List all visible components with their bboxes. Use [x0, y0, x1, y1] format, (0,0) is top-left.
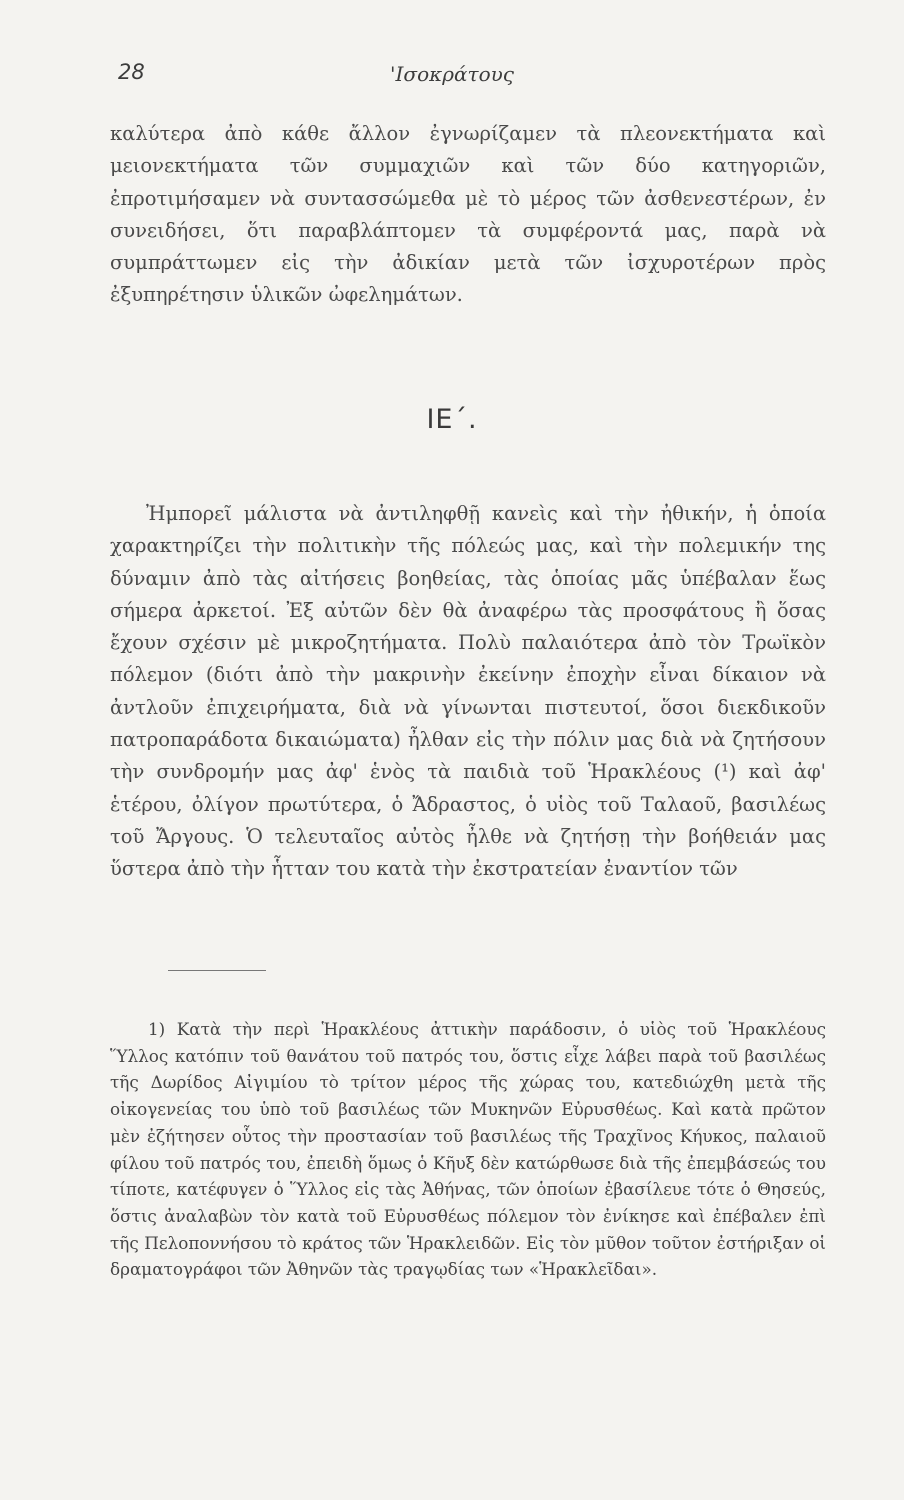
body-paragraph-2: Ἠμπορεῖ μάλιστα νὰ ἀντιληφθῇ κανεὶς καὶ τὴν ἠθικήν, ἡ ὁποία χαρακτηρίζει τὴν πολιτικὴν τῆς πόλεώς μας, καὶ τὴν πολεμικήν της δύναμιν ἀπὸ τὰς αἰτήσεις βοηθείας, τὰς ὁποίας μᾶς ὑπέβαλαν ἕως σήμερα ἀρκετοί. Ἐξ αὐτῶν δὲν θὰ ἀναφέρω τὰς προσφάτους ἢ ὅσας ἔχουν σχέσιν μὲ μικροζητήματα. Πολὺ παλαιότερα ἀπὸ τὸν Τρωϊκὸν πόλεμον (διότι ἀπὸ τὴν μακρινὴν ἐκείνην ἐποχὴν εἶναι δίκαιον νὰ ἀντλοῦν ἐπιχειρήματα, διὰ νὰ γίνωνται πιστευτοί, ὅσοι διεκδικοῦν πατροπαράδοτα δικαιώματα) ἦλθαν εἰς τὴν πόλιν μας διὰ νὰ ζητήσουν τὴν συνδρομήν μας ἀφ' ἑνὸς τὰ παιδιὰ τοῦ Ἡρακλέους (¹) καὶ ἀφ' ἑτέρου, ὀλίγον πρωτύτερα, ὁ Ἄδραστος, ὁ υἱὸς τοῦ Ταλαοῦ, βασιλέως τοῦ Ἄργους. Ὁ τελευταῖος αὐτὸς ἦλθε νὰ ζητήσῃ τὴν βοήθειάν μας ὕστερα ἀπὸ τὴν ἧτταν του κατὰ τὴν ἐκστρατείαν ἐναντίον τῶν [110, 502, 826, 881]
running-title: 'Ισοκράτους [390, 62, 514, 86]
footnote-1: 1) Κατὰ τὴν περὶ Ἡρακλέους ἀττικὴν παράδοσιν, ὁ υἱὸς τοῦ Ἡρακλέους Ὕλλος κατόπιν τοῦ θανάτου τοῦ πατρός του, ὅστις εἶχε λάβει παρὰ τοῦ βασιλέως τῆς Δωρίδος Αἰγιμίου τὸ τρίτον μέρος τῆς χώρας του, κατεδιώχθη μετὰ τῆς οἰκογενείας του ὑπὸ τοῦ βασιλέως τῶν Μυκηνῶν Εὐρυσθέως. Καὶ κατὰ πρῶτον μὲν ἐζήτησεν οὗτος τὴν προστασίαν τοῦ βασιλέως τῆς Τραχῖνος Κήυκος, παλαιοῦ φίλου τοῦ πατρός του, ἐπειδὴ ὅμως ὁ Κῆυξ δὲν κατώρθωσε διὰ τῆς ἐπεμβάσεώς του τίποτε, κατέφυγεν ὁ Ὕλλος εἰς τὰς Ἀθήνας, τῶν ὁποίων ἐβασίλευε τότε ὁ Θησεύς, ὅστις ἀναλαβὼν τὸν κατὰ τοῦ Εὐρυσθέως πόλεμον τὸν ἐνίκησε καὶ ἐπέβαλεν ἐπὶ τῆς Πελοποννήσου τὸ κράτος τῶν Ἡρακλειδῶν. Εἰς τὸν μῦθον τοῦτον ἐστήριξαν οἱ δραματογράφοι τῶν Ἀθηνῶν τὰς τραγῳδίας των «Ἡρακλεῖδαι». [110, 1019, 826, 1280]
page-header [110, 60, 794, 94]
section-heading: ΙΕ΄. [426, 404, 478, 435]
page-number: 28 [118, 60, 145, 84]
footnote-separator [168, 970, 266, 971]
body-paragraph-1: καλύτερα ἀπὸ κάθε ἄλλον ἐγνωρίζαμεν τὰ πλεονεκτήματα καὶ μειονεκτήματα τῶν συμμαχιῶν καὶ τῶν δύο κατηγοριῶν, ἐπροτιμήσαμεν νὰ συντασσώμεθα μὲ τὸ μέρος τῶν ἀσθενεστέρων, ἐν συνειδήσει, ὅτι παραβλάπτομεν τὰ συμφέροντά μας, παρὰ νὰ συμπράττωμεν εἰς τὴν ἀδικίαν μετὰ τῶν ἰσχυροτέρων πρὸς ἐξυπηρέτησιν ὑλικῶν ὠφελημάτων. [110, 122, 826, 307]
